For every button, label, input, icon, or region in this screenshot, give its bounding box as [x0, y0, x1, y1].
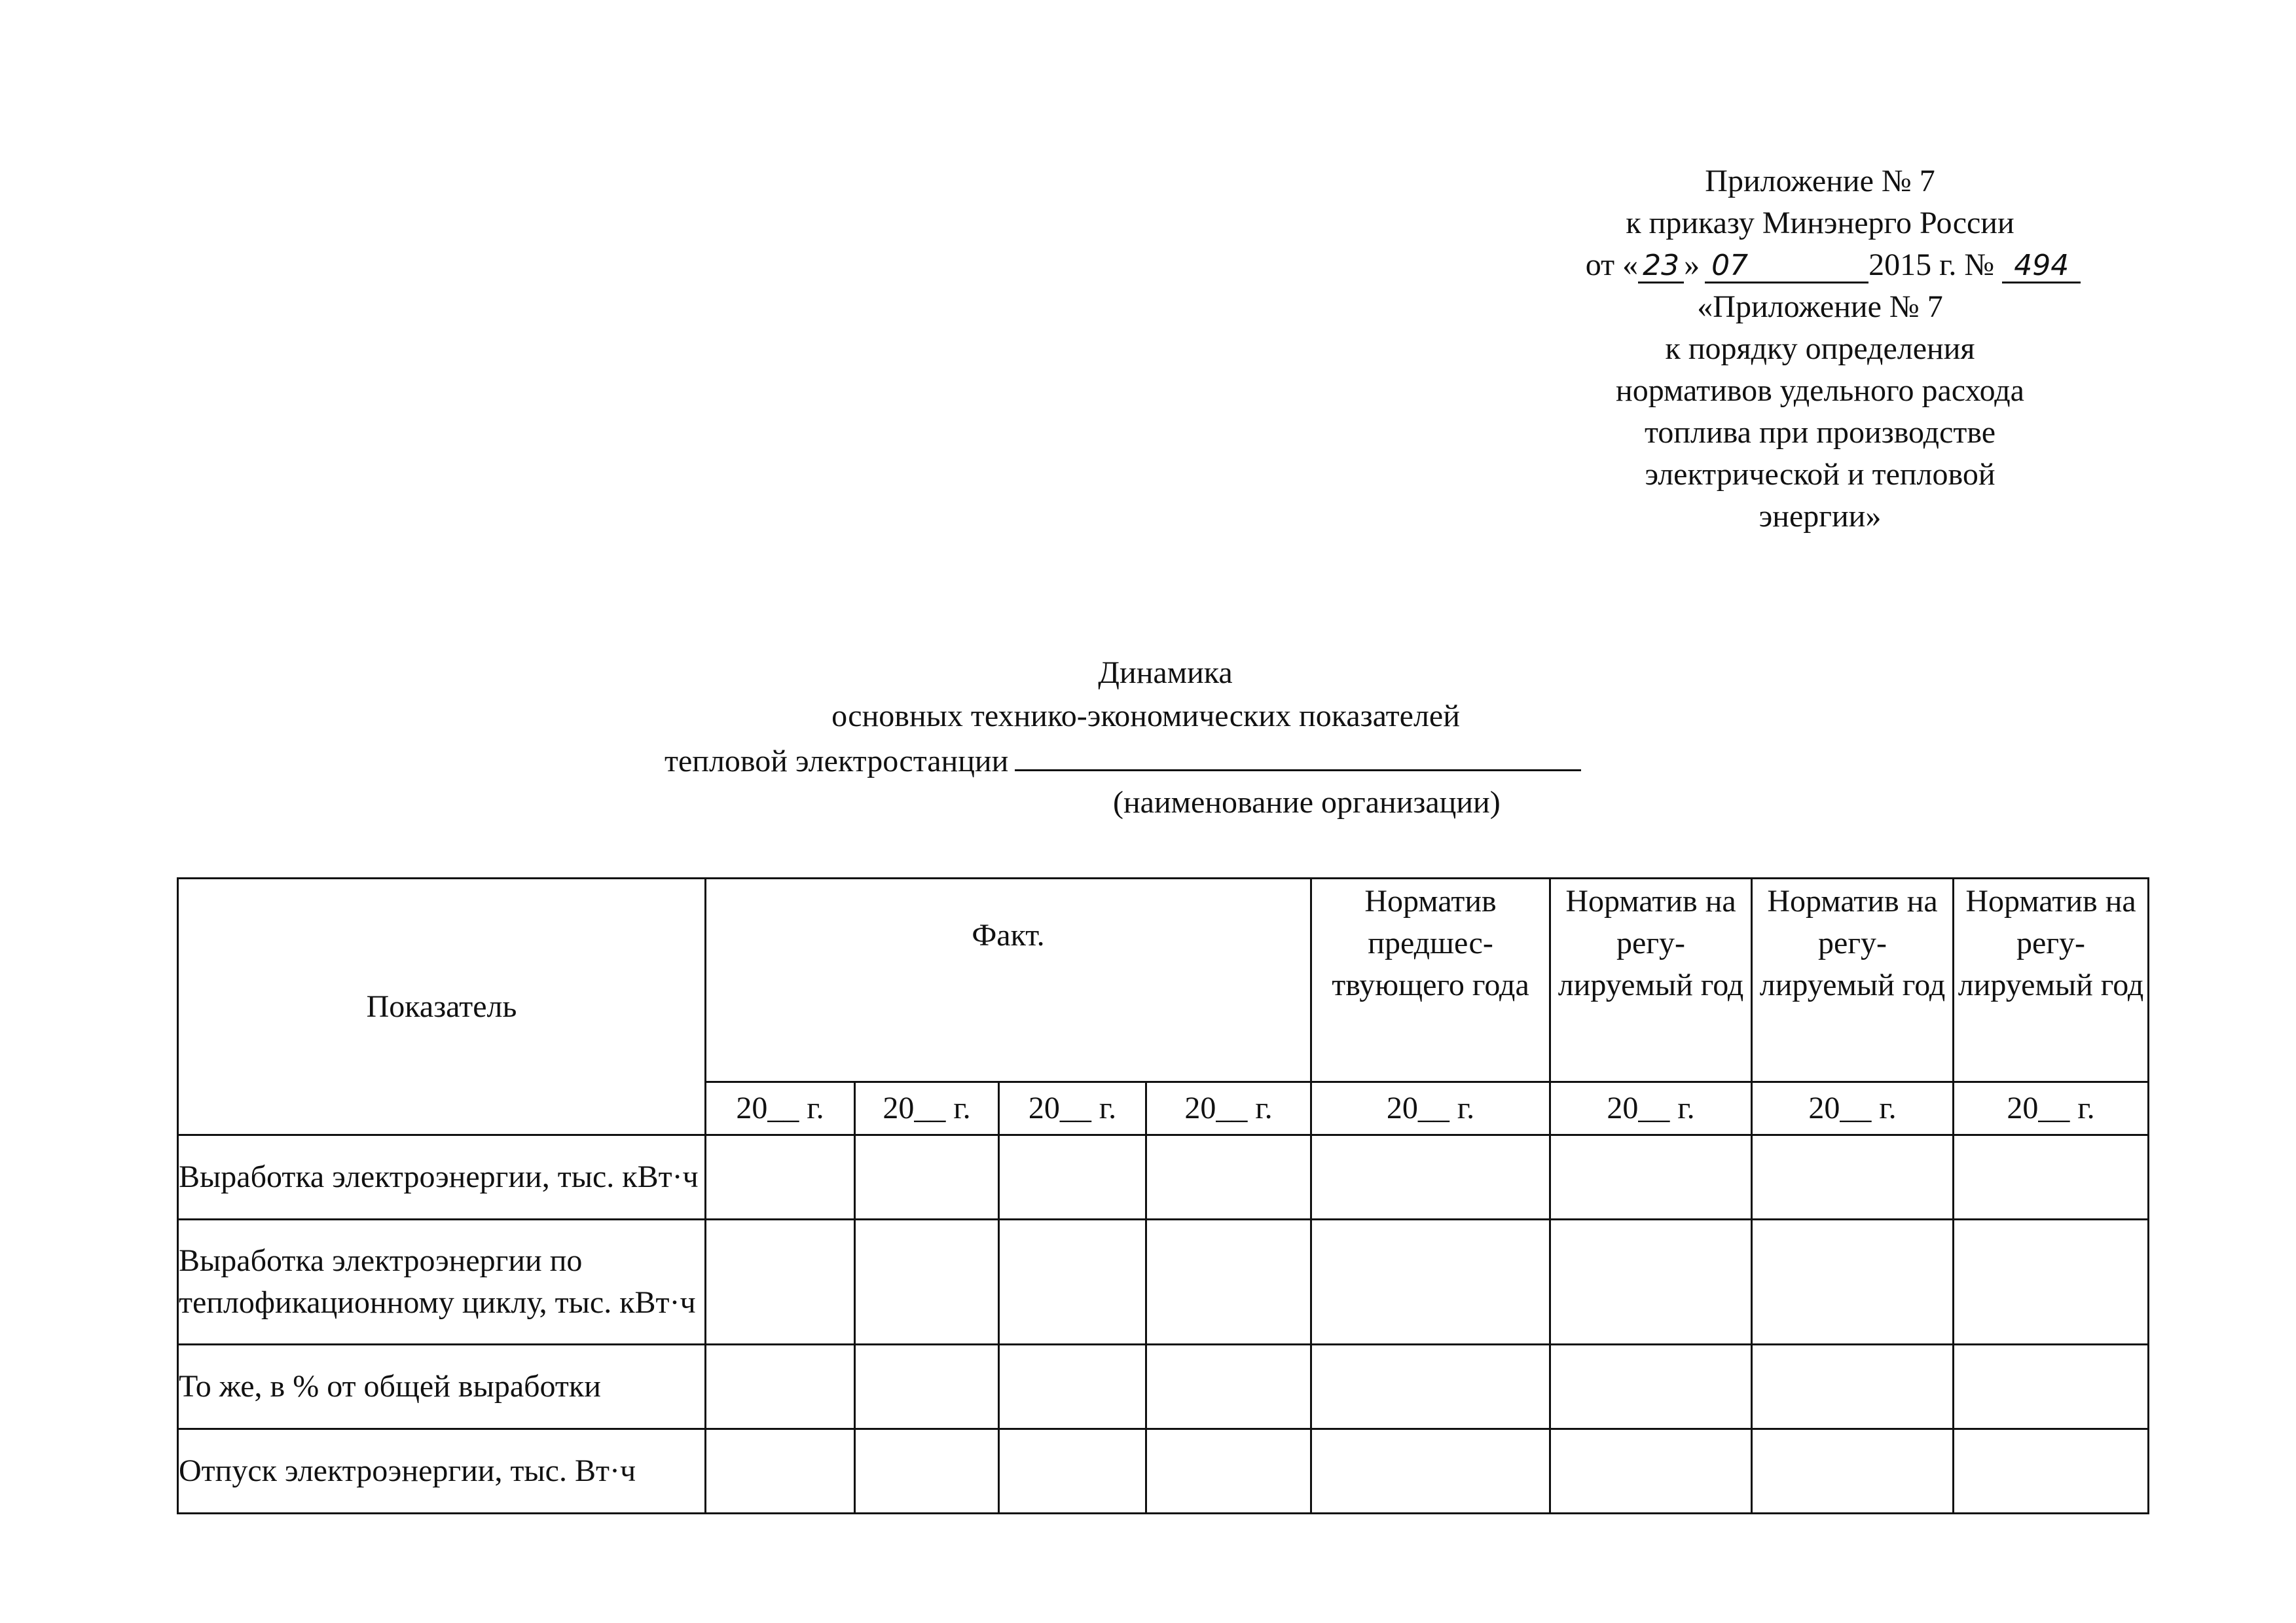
data-cell[interactable]	[1311, 1220, 1550, 1345]
table-row	[178, 1429, 2149, 1514]
data-cell[interactable]	[1146, 1220, 1311, 1345]
year-cell: 20__ г.	[999, 1082, 1146, 1135]
data-cell[interactable]	[706, 1220, 855, 1345]
handwritten-month: 07	[1705, 250, 1868, 283]
header-norm-regulated-year: Норматив на регу-лируемый год	[1954, 879, 2149, 1082]
header-indicator: Показатель	[178, 879, 706, 1135]
data-cell[interactable]	[1752, 1220, 1954, 1345]
appendix-line: Приложение № 7	[1705, 164, 1935, 198]
data-cell[interactable]	[1954, 1135, 2149, 1220]
data-cell[interactable]	[1146, 1135, 1311, 1220]
handwritten-order-number: 494	[2002, 250, 2081, 283]
date-prefix: от «	[1585, 247, 1639, 282]
data-cell[interactable]	[1146, 1429, 1311, 1514]
appendix-reference	[1558, 160, 2082, 538]
row-label: Отпуск электроэнергии, тыс. Вт·ч	[178, 1429, 706, 1514]
year-cell: 20__ г.	[855, 1082, 999, 1135]
data-cell[interactable]	[999, 1135, 1146, 1220]
title-line3-text: тепловой электростанции	[665, 744, 1009, 778]
sub-appendix-line3: нормативов удельного расхода	[1616, 373, 2024, 408]
row-label: Выработка электроэнергии по теплофикационному циклу, тыс. кВт·ч	[178, 1220, 706, 1345]
row-label: То же, в % от общей выработки	[178, 1345, 706, 1429]
title-line3	[665, 738, 1581, 783]
header-fact: Факт.	[706, 879, 1311, 1082]
data-cell[interactable]	[1311, 1135, 1550, 1220]
data-cell[interactable]	[1550, 1220, 1752, 1345]
indicators-table	[177, 877, 2149, 1514]
handwritten-day: 23	[1638, 250, 1684, 283]
data-cell[interactable]	[1550, 1345, 1752, 1429]
appendix-date-line	[1558, 244, 2082, 286]
sub-appendix-line2: к порядку определения	[1665, 331, 1975, 366]
data-cell[interactable]	[855, 1345, 999, 1429]
data-cell[interactable]	[999, 1429, 1146, 1514]
data-cell[interactable]	[855, 1429, 999, 1514]
data-cell[interactable]	[1311, 1429, 1550, 1514]
data-cell[interactable]	[1550, 1429, 1752, 1514]
date-year: 2015 г. №	[1868, 247, 1995, 282]
data-cell[interactable]	[1752, 1135, 1954, 1220]
data-cell[interactable]	[706, 1429, 855, 1514]
organization-name-blank	[1015, 738, 1581, 771]
data-cell[interactable]	[1311, 1345, 1550, 1429]
header-norm-previous-year: Норматив предшес-твующего года	[1311, 879, 1550, 1082]
data-cell[interactable]	[1954, 1345, 2149, 1429]
sub-appendix-line1: «Приложение № 7	[1697, 289, 1943, 324]
year-cell: 20__ г.	[1752, 1082, 1954, 1135]
year-cell: 20__ г.	[1550, 1082, 1752, 1135]
data-cell[interactable]	[706, 1345, 855, 1429]
table-row	[178, 1220, 2149, 1345]
data-cell[interactable]	[999, 1345, 1146, 1429]
date-mid: »	[1684, 247, 1700, 282]
title-line2: основных технико-экономических показателей	[831, 699, 1460, 733]
year-cell: 20__ г.	[1146, 1082, 1311, 1135]
sub-appendix-line5: электрической и тепловой	[1645, 457, 1995, 492]
data-cell[interactable]	[999, 1220, 1146, 1345]
appendix-order-ref: к приказу Минэнерго России	[1626, 206, 2014, 240]
year-cell: 20__ г.	[1311, 1082, 1550, 1135]
data-cell[interactable]	[1146, 1345, 1311, 1429]
data-cell[interactable]	[855, 1220, 999, 1345]
table-header-row	[178, 879, 2149, 1082]
data-cell[interactable]	[1954, 1429, 2149, 1514]
data-cell[interactable]	[706, 1135, 855, 1220]
data-cell[interactable]	[1954, 1220, 2149, 1345]
sub-appendix-line6: энергии»	[1758, 499, 1882, 534]
header-norm-regulated-year: Норматив на регу-лируемый год	[1752, 879, 1954, 1082]
data-cell[interactable]	[1550, 1135, 1752, 1220]
data-cell[interactable]	[855, 1135, 999, 1220]
table-row	[178, 1135, 2149, 1220]
title-line1: Динамика	[1098, 655, 1233, 690]
organization-name-caption: (наименование организации)	[1113, 785, 1501, 820]
header-norm-regulated-year: Норматив на регу-лируемый год	[1550, 879, 1752, 1082]
sub-appendix-line4: топлива при производстве	[1644, 415, 1996, 450]
data-cell[interactable]	[1752, 1345, 1954, 1429]
year-cell: 20__ г.	[706, 1082, 855, 1135]
year-cell: 20__ г.	[1954, 1082, 2149, 1135]
data-cell[interactable]	[1752, 1429, 1954, 1514]
row-label: Выработка электроэнергии, тыс. кВт·ч	[178, 1135, 706, 1220]
table-row	[178, 1345, 2149, 1429]
